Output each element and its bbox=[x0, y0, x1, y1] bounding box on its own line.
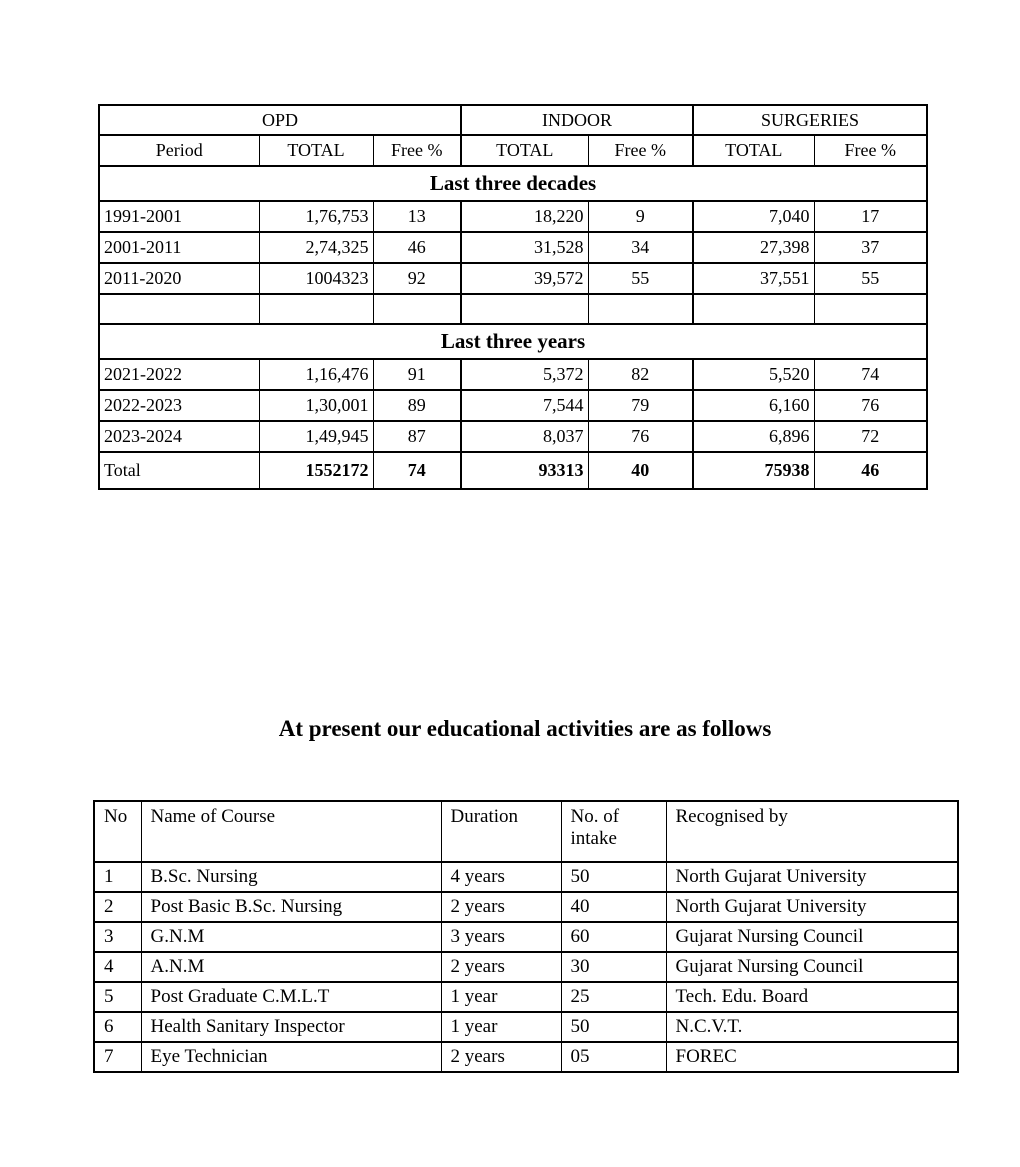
group-header-opd: OPD bbox=[99, 105, 461, 135]
col-header-intake: No. of intake bbox=[561, 801, 666, 862]
period-cell: 2001-2011 bbox=[99, 232, 259, 263]
table-row bbox=[94, 952, 958, 982]
surgeries-free-cell: 17 bbox=[814, 201, 927, 232]
indoor-total-cell: 31,528 bbox=[461, 232, 588, 263]
opd-free-cell: 87 bbox=[373, 421, 461, 452]
empty-cell bbox=[588, 294, 693, 324]
empty-cell bbox=[693, 294, 814, 324]
section-title-row bbox=[99, 166, 927, 201]
indoor-free-cell: 79 bbox=[588, 390, 693, 421]
table-row bbox=[94, 862, 958, 892]
surgeries-free-cell: 46 bbox=[814, 452, 927, 489]
table-row bbox=[99, 359, 927, 390]
intake-cell: 05 bbox=[561, 1042, 666, 1072]
duration-cell: 2 years bbox=[441, 892, 561, 922]
group-header-row bbox=[99, 105, 927, 135]
empty-cell bbox=[259, 294, 373, 324]
opd-total-cell: 1552172 bbox=[259, 452, 373, 489]
number-cell: 7 bbox=[94, 1042, 141, 1072]
col-header-period: Period bbox=[99, 135, 259, 166]
period-cell: 2022-2023 bbox=[99, 390, 259, 421]
table-row bbox=[99, 232, 927, 263]
opd-total-cell: 1,76,753 bbox=[259, 201, 373, 232]
indoor-total-cell: 7,544 bbox=[461, 390, 588, 421]
course-name-cell: G.N.M bbox=[141, 922, 441, 952]
surgeries-total-cell: 75938 bbox=[693, 452, 814, 489]
surgeries-total-cell: 37,551 bbox=[693, 263, 814, 294]
period-cell: 2023-2024 bbox=[99, 421, 259, 452]
col-header-recognised-by: Recognised by bbox=[666, 801, 958, 862]
recognised-by-cell: Gujarat Nursing Council bbox=[666, 922, 958, 952]
opd-free-cell: 91 bbox=[373, 359, 461, 390]
col-header-surgeries-total: TOTAL bbox=[693, 135, 814, 166]
indoor-total-cell: 5,372 bbox=[461, 359, 588, 390]
opd-total-cell: 2,74,325 bbox=[259, 232, 373, 263]
number-cell: 5 bbox=[94, 982, 141, 1012]
surgeries-total-cell: 7,040 bbox=[693, 201, 814, 232]
opd-free-cell: 13 bbox=[373, 201, 461, 232]
courses-table bbox=[93, 800, 959, 1073]
surgeries-total-cell: 27,398 bbox=[693, 232, 814, 263]
duration-cell: 1 year bbox=[441, 982, 561, 1012]
recognised-by-cell: Tech. Edu. Board bbox=[666, 982, 958, 1012]
period-cell: 2011-2020 bbox=[99, 263, 259, 294]
empty-row bbox=[99, 294, 927, 324]
course-name-cell: B.Sc. Nursing bbox=[141, 862, 441, 892]
table-row bbox=[94, 1012, 958, 1042]
surgeries-total-cell: 5,520 bbox=[693, 359, 814, 390]
period-cell: 2021-2022 bbox=[99, 359, 259, 390]
number-cell: 4 bbox=[94, 952, 141, 982]
table-row bbox=[99, 201, 927, 232]
table-row bbox=[99, 390, 927, 421]
empty-cell bbox=[461, 294, 588, 324]
table-row bbox=[94, 922, 958, 952]
opd-total-cell: 1,49,945 bbox=[259, 421, 373, 452]
opd-total-cell: 1,30,001 bbox=[259, 390, 373, 421]
table-row bbox=[94, 982, 958, 1012]
opd-free-cell: 74 bbox=[373, 452, 461, 489]
table-row bbox=[99, 421, 927, 452]
empty-cell bbox=[373, 294, 461, 324]
course-name-cell: Eye Technician bbox=[141, 1042, 441, 1072]
section-heading: At present our educational activities are as follows bbox=[278, 716, 772, 741]
col-header-indoor-free: Free % bbox=[588, 135, 693, 166]
opd-free-cell: 46 bbox=[373, 232, 461, 263]
group-header-surgeries: SURGERIES bbox=[693, 105, 927, 135]
col-header-duration: Duration bbox=[441, 801, 561, 862]
opd-free-cell: 92 bbox=[373, 263, 461, 294]
opd-total-cell: 1004323 bbox=[259, 263, 373, 294]
intake-cell: 25 bbox=[561, 982, 666, 1012]
opd-total-cell: 1,16,476 bbox=[259, 359, 373, 390]
intake-cell: 50 bbox=[561, 862, 666, 892]
col-header-indoor-total: TOTAL bbox=[461, 135, 588, 166]
number-cell: 6 bbox=[94, 1012, 141, 1042]
period-cell: 1991-2001 bbox=[99, 201, 259, 232]
table-row bbox=[94, 892, 958, 922]
number-cell: 3 bbox=[94, 922, 141, 952]
course-name-cell: Health Sanitary Inspector bbox=[141, 1012, 441, 1042]
duration-cell: 1 year bbox=[441, 1012, 561, 1042]
duration-cell: 2 years bbox=[441, 1042, 561, 1072]
empty-cell bbox=[814, 294, 927, 324]
empty-cell bbox=[99, 294, 259, 324]
courses-header-row bbox=[94, 801, 958, 862]
surgeries-free-cell: 72 bbox=[814, 421, 927, 452]
intake-cell: 60 bbox=[561, 922, 666, 952]
surgeries-free-cell: 76 bbox=[814, 390, 927, 421]
indoor-total-cell: 18,220 bbox=[461, 201, 588, 232]
recognised-by-cell: FOREC bbox=[666, 1042, 958, 1072]
table-row bbox=[99, 263, 927, 294]
surgeries-free-cell: 37 bbox=[814, 232, 927, 263]
indoor-free-cell: 40 bbox=[588, 452, 693, 489]
section-title-row bbox=[99, 324, 927, 359]
recognised-by-cell: North Gujarat University bbox=[666, 892, 958, 922]
course-name-cell: Post Basic B.Sc. Nursing bbox=[141, 892, 441, 922]
number-cell: 2 bbox=[94, 892, 141, 922]
surgeries-total-cell: 6,160 bbox=[693, 390, 814, 421]
opd-free-cell: 89 bbox=[373, 390, 461, 421]
recognised-by-cell: N.C.V.T. bbox=[666, 1012, 958, 1042]
course-name-cell: A.N.M bbox=[141, 952, 441, 982]
total-row bbox=[99, 452, 927, 489]
recognised-by-cell: North Gujarat University bbox=[666, 862, 958, 892]
duration-cell: 3 years bbox=[441, 922, 561, 952]
section-title-years: Last three years bbox=[99, 324, 927, 359]
indoor-free-cell: 34 bbox=[588, 232, 693, 263]
intake-cell: 40 bbox=[561, 892, 666, 922]
indoor-free-cell: 9 bbox=[588, 201, 693, 232]
indoor-free-cell: 82 bbox=[588, 359, 693, 390]
table-row bbox=[94, 1042, 958, 1072]
surgeries-free-cell: 55 bbox=[814, 263, 927, 294]
col-header-opd-free: Free % bbox=[373, 135, 461, 166]
duration-cell: 2 years bbox=[441, 952, 561, 982]
recognised-by-cell: Gujarat Nursing Council bbox=[666, 952, 958, 982]
column-header-row bbox=[99, 135, 927, 166]
intake-cell: 50 bbox=[561, 1012, 666, 1042]
col-header-course-name: Name of Course bbox=[141, 801, 441, 862]
surgeries-free-cell: 74 bbox=[814, 359, 927, 390]
duration-cell: 4 years bbox=[441, 862, 561, 892]
indoor-free-cell: 76 bbox=[588, 421, 693, 452]
surgeries-total-cell: 6,896 bbox=[693, 421, 814, 452]
statistics-table bbox=[98, 104, 928, 490]
intake-cell: 30 bbox=[561, 952, 666, 982]
group-header-indoor: INDOOR bbox=[461, 105, 693, 135]
col-header-no: No bbox=[94, 801, 141, 862]
number-cell: 1 bbox=[94, 862, 141, 892]
col-header-surgeries-free: Free % bbox=[814, 135, 927, 166]
indoor-total-cell: 93313 bbox=[461, 452, 588, 489]
section-title-decades: Last three decades bbox=[99, 166, 927, 201]
col-header-opd-total: TOTAL bbox=[259, 135, 373, 166]
indoor-total-cell: 8,037 bbox=[461, 421, 588, 452]
indoor-free-cell: 55 bbox=[588, 263, 693, 294]
course-name-cell: Post Graduate C.M.L.T bbox=[141, 982, 441, 1012]
indoor-total-cell: 39,572 bbox=[461, 263, 588, 294]
total-label-cell: Total bbox=[99, 452, 259, 489]
